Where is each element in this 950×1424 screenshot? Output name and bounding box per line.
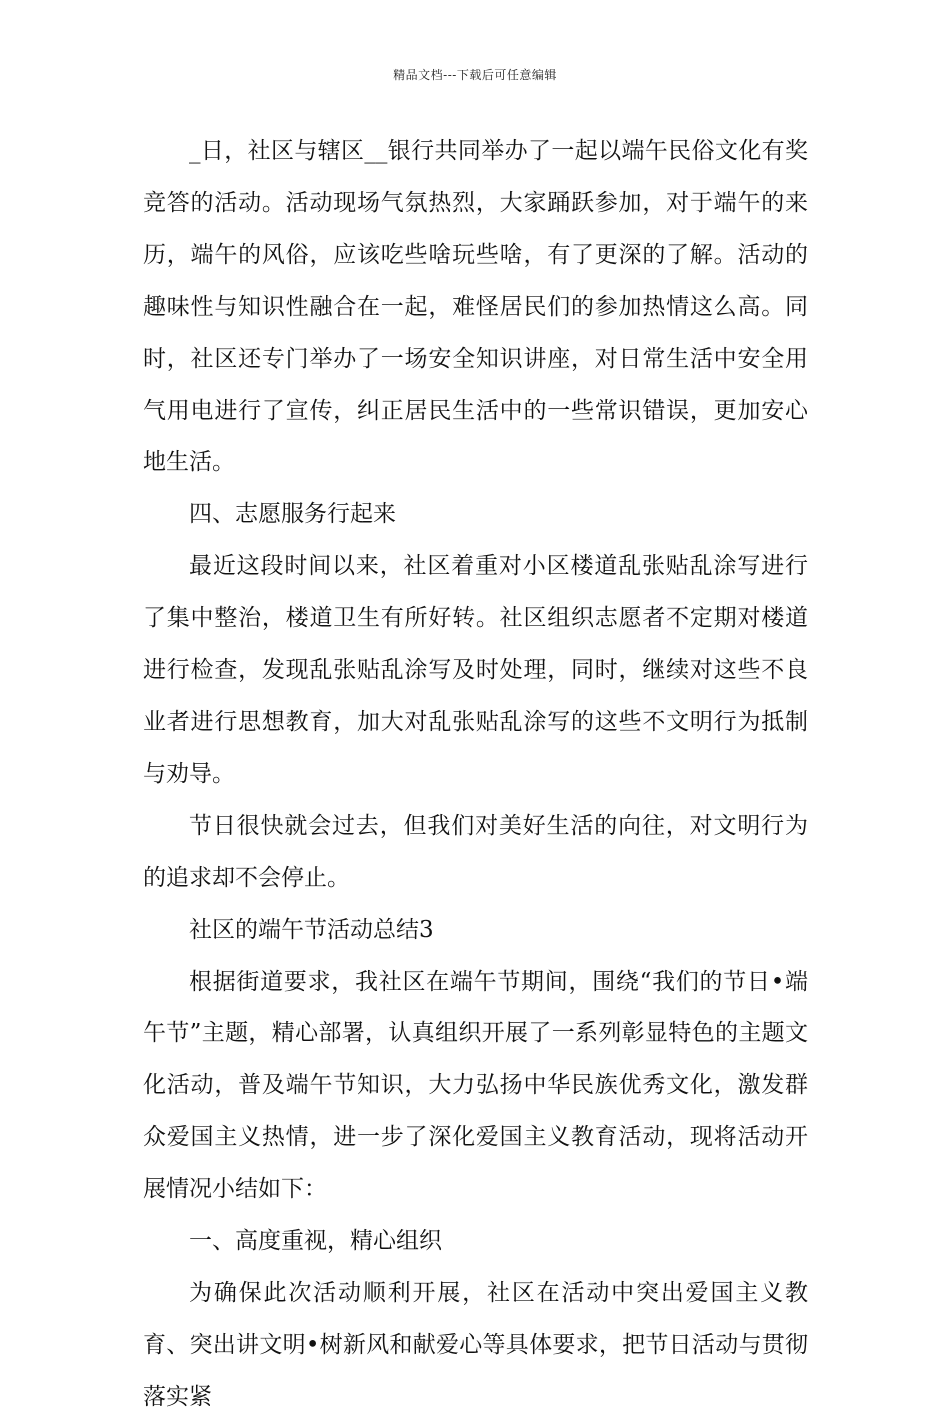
paragraph-activity-quiz: _日，社区与辖区__银行共同举办了一起以端午民俗文化有奖竞答的活动。活动现场气氛热烈，大家踊跃参加，对于端午的来历，端午的风俗，应该吃些啥玩些啥，有了更深的了解。活动的趣味性与知识性融合在一起，难怪居民们的参加热情这么高。同时，社区还专门举办了一场安全知识讲座，对日常生活中安全用气用电进行了宣传，纠正居民生活中的一些常识错误，更加安心地生活。 (143, 138, 808, 476)
section-title-summary-3: 社区的端午节活动总结3 (189, 916, 434, 943)
paragraph-organize-detail: 为确保此次活动顺利开展，社区在活动中突出爱国主义教育、突出讲文明•树新风和献爱心等具体要求，把节日活动与贯彻落实紧 (143, 1279, 808, 1410)
document-body (143, 126, 808, 1424)
section-heading-organize: 一、高度重视，精心组织 (189, 1228, 442, 1255)
section-heading-volunteer: 四、志愿服务行起来 (189, 501, 396, 528)
paragraph-summary-intro: 根据街道要求，我社区在端午节期间，围绕“我们的节日•端午节”主题，精心部署，认真组织开展了一系列彰显特色的主题文化活动，普及端午节知识，大力弘扬中华民族优秀文化，激发群众爱国主义热情，进一步了深化爱国主义教育活动，现将活动开展情况小结如下： (143, 968, 808, 1203)
paragraph-conclusion: 节日很快就会过去，但我们对美好生活的向往，对文明行为的追求却不会停止。 (143, 812, 808, 891)
paragraph-corridor-cleanup: 最近这段时间以来，社区着重对小区楼道乱张贴乱涂写进行了集中整治，楼道卫生有所好转。社区组织志愿者不定期对楼道进行检查，发现乱张贴乱涂写及时处理，同时，继续对这些不良业者进行思想教育，加大对乱张贴乱涂写的这些不文明行为抵制与劝导。 (143, 553, 808, 787)
page-header: 精品文档---下载后可任意编辑 (393, 68, 557, 82)
